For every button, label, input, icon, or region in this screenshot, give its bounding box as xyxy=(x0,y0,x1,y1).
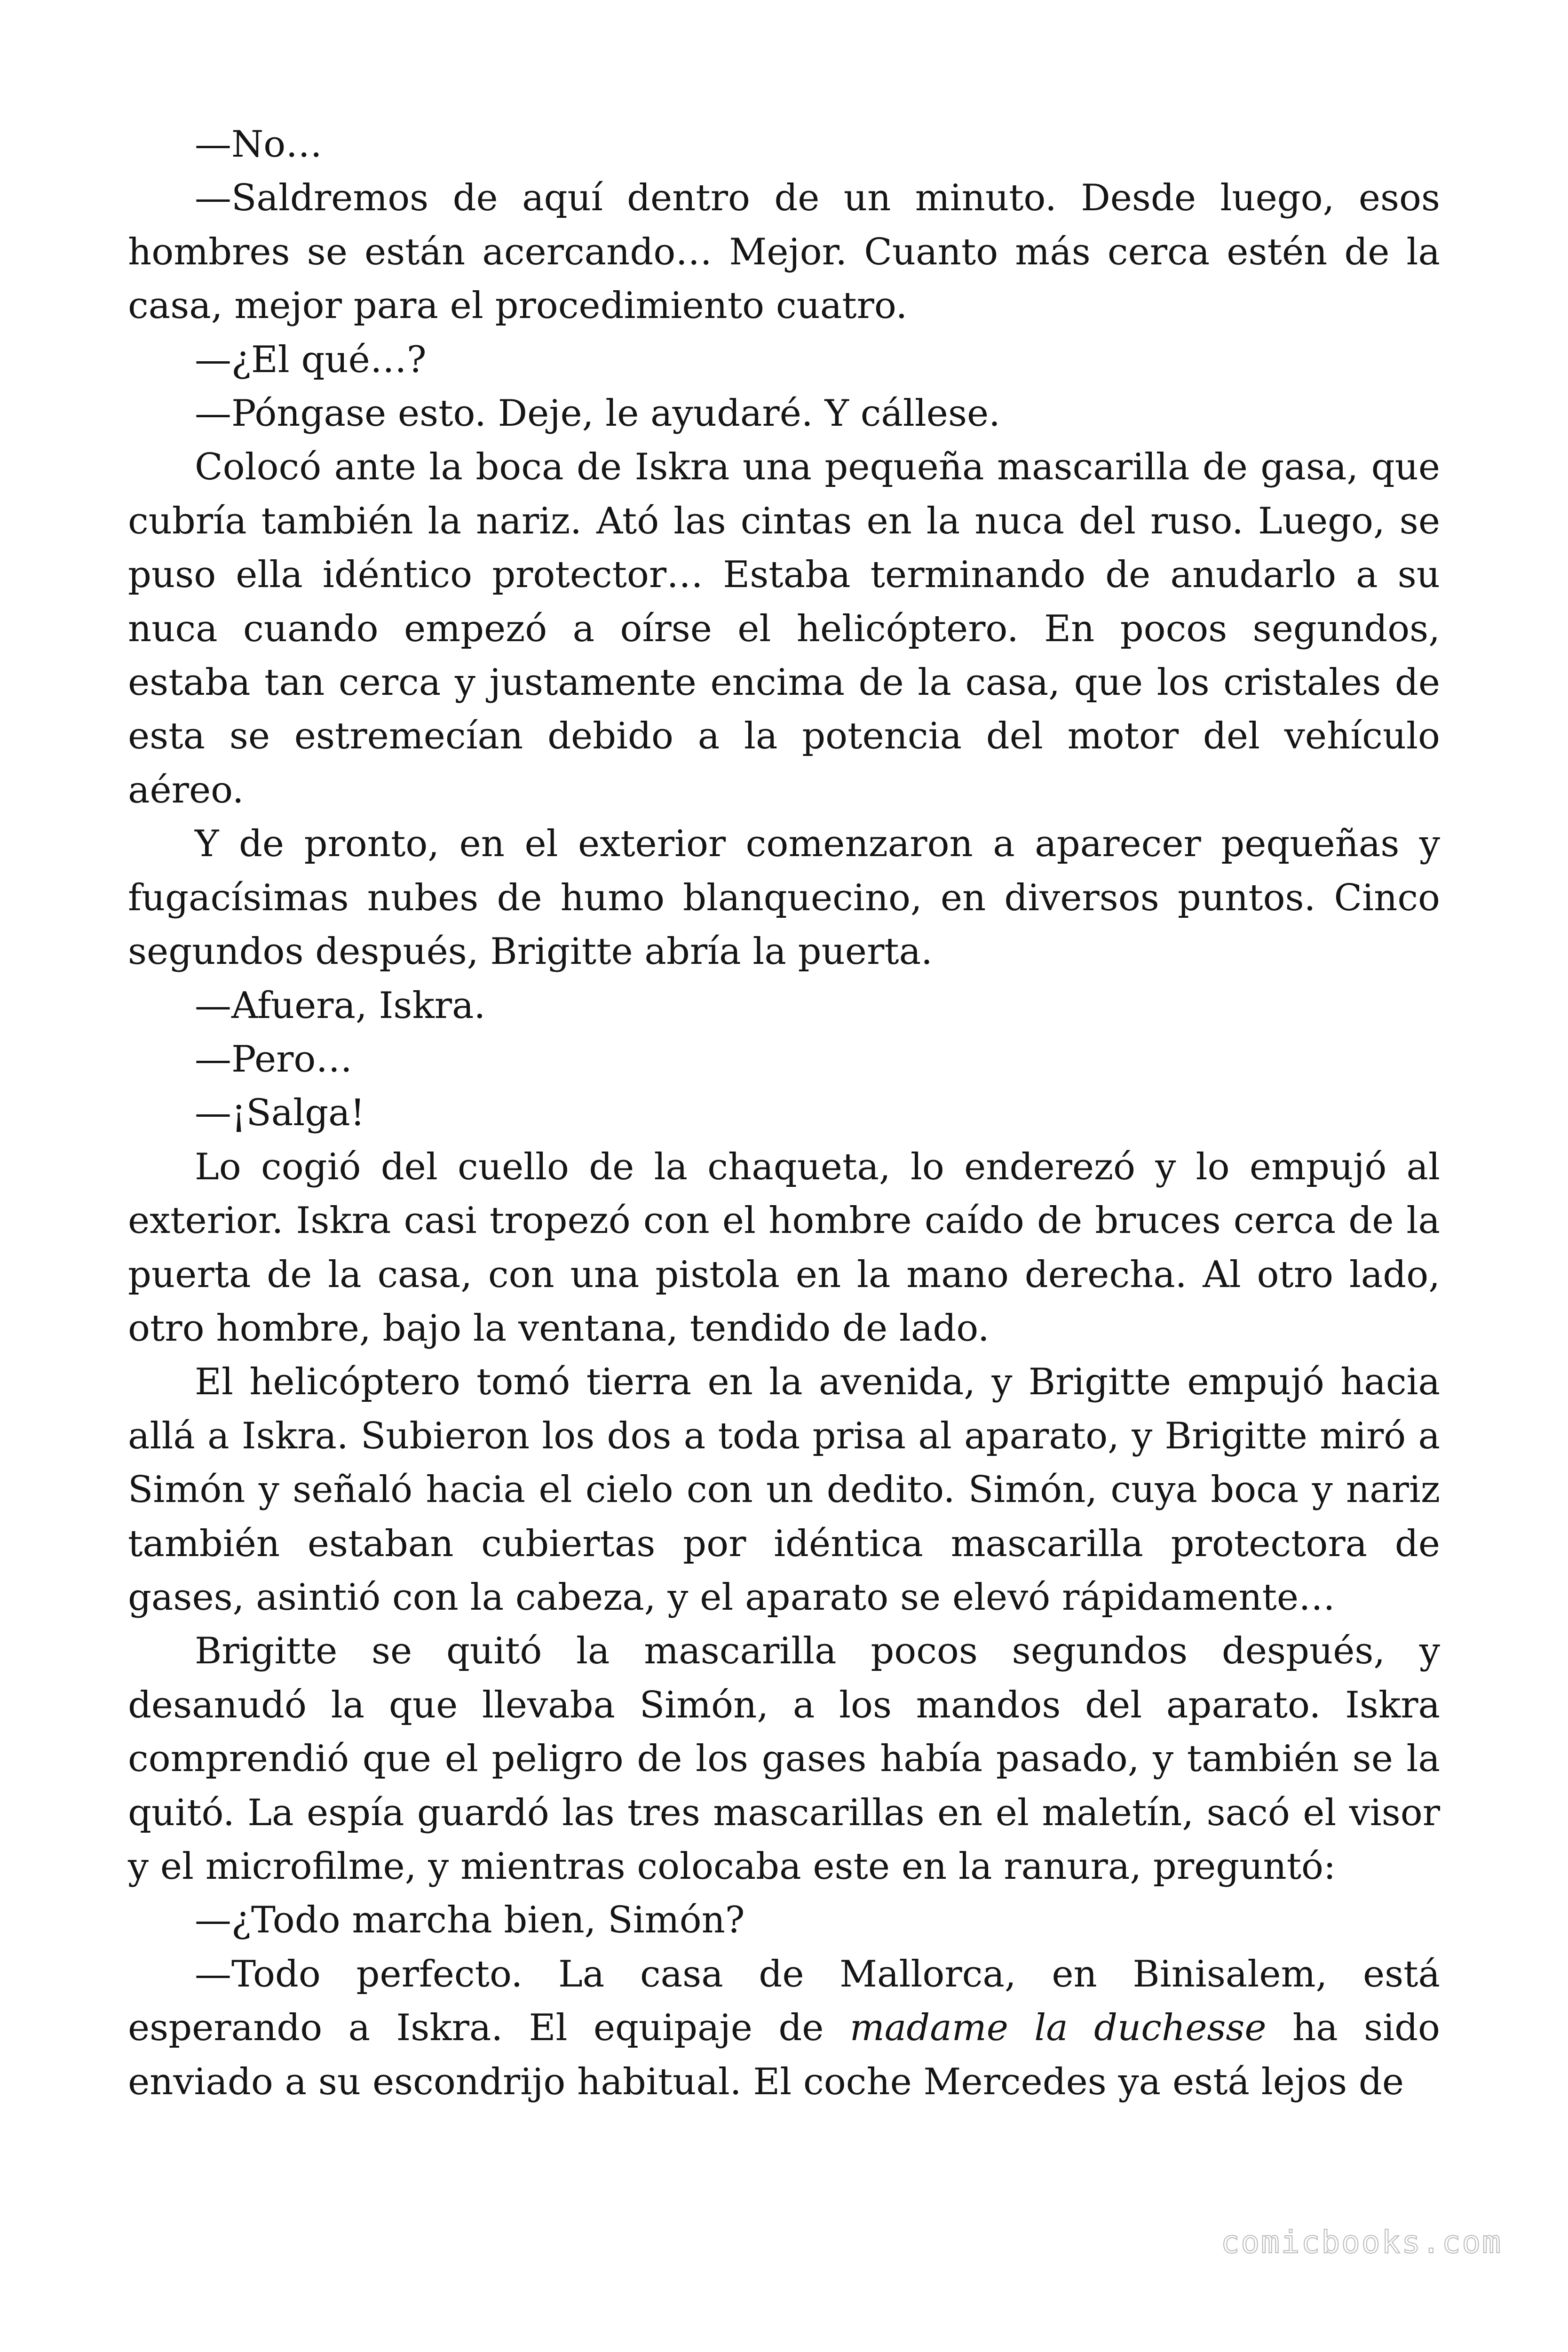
paragraph xyxy=(128,1947,1440,2109)
paragraph xyxy=(128,171,1440,333)
paragraph-text: —¿Todo marcha bien, Simón? xyxy=(195,1899,745,1942)
paragraph xyxy=(128,1140,1440,1356)
paragraph xyxy=(128,1893,1440,1947)
paragraph-text: ha sido enviado a su escondrijo habitual. El coche Mercedes ya está lejos de xyxy=(128,2007,1440,2103)
paragraph-text: —No… xyxy=(195,123,323,166)
paragraph xyxy=(128,1355,1440,1624)
paragraph-text: —Todo perfecto. La casa de Mallorca, en Binisalem, está esperando a Iskra. El equipaje de xyxy=(128,1953,1440,2050)
paragraph-text: —¡Salga! xyxy=(195,1092,365,1135)
paragraph-text: —Pero… xyxy=(195,1038,353,1081)
paragraph xyxy=(128,333,1440,387)
paragraph-text: Colocó ante la boca de Iskra una pequeña mascarilla de gasa, que cubría también la nariz. Ató las cintas en la nuca del ruso. Luego, se puso ella idéntico protector… Estaba terminando de anudarlo a su nuca cuando empezó a oírse el helicóptero. En pocos segundos, estaba tan cerca y justamente encima de la casa, que los cristales de esta se estremecían debido a la potencia del motor del vehículo aéreo. xyxy=(128,446,1440,811)
paragraph-text: El helicóptero tomó tierra en la avenida, y Brigitte empujó hacia allá a Iskra. Subieron los dos a toda prisa al aparato, y Brigitte miró a Simón y señaló hacia el cielo con un dedito. Simón, cuya boca y nariz también estaban cubiertas por idéntica mascarilla protectora de gases, asintió con la cabeza, y el aparato se elevó rápidamente… xyxy=(128,1361,1440,1619)
paragraph-text: —Saldremos de aquí dentro de un minuto. Desde luego, esos hombres se están acercando… Mejor. Cuanto más cerca estén de la casa, mejor para el procedimiento cuatro. xyxy=(128,177,1440,327)
paragraph-text: —Afuera, Iskra. xyxy=(195,984,486,1027)
watermark: comicbooks.com xyxy=(1220,2224,1502,2260)
paragraph xyxy=(128,387,1440,440)
page-body-text xyxy=(128,118,1440,2109)
paragraph xyxy=(128,979,1440,1033)
paragraph xyxy=(128,440,1440,817)
paragraph-text: Brigitte se quitó la mascarilla pocos segundos después, y desanudó la que llevaba Simón, a los mandos del aparato. Iskra comprendió que el peligro de los gases había pasado, y también se la quitó. La espía guardó las tres mascarillas en el maletín, sacó el visor y el microfilme, y mientras colocaba este en la ranura, preguntó: xyxy=(128,1630,1440,1888)
paragraph xyxy=(128,817,1440,978)
paragraph xyxy=(128,118,1440,171)
paragraph-text: —Póngase esto. Deje, le ayudaré. Y cállese. xyxy=(195,392,1000,435)
paragraph xyxy=(128,1033,1440,1086)
paragraph-text: —¿El qué…? xyxy=(195,338,427,381)
paragraph-text: Lo cogió del cuello de la chaqueta, lo enderezó y lo empujó al exterior. Iskra casi tropezó con el hombre caído de bruces cerca de la puerta de la casa, con una pistola en la mano derecha. Al otro lado, otro hombre, bajo la ventana, tendido de lado. xyxy=(128,1145,1440,1350)
paragraph xyxy=(128,1624,1440,1893)
paragraph-text: Y de pronto, en el exterior comenzaron a aparecer pequeñas y fugacísimas nubes de humo blanquecino, en diversos puntos. Cinco segundos después, Brigitte abría la puerta. xyxy=(128,823,1440,973)
italic-phrase: madame la duchesse xyxy=(849,2007,1267,2050)
paragraph xyxy=(128,1086,1440,1140)
